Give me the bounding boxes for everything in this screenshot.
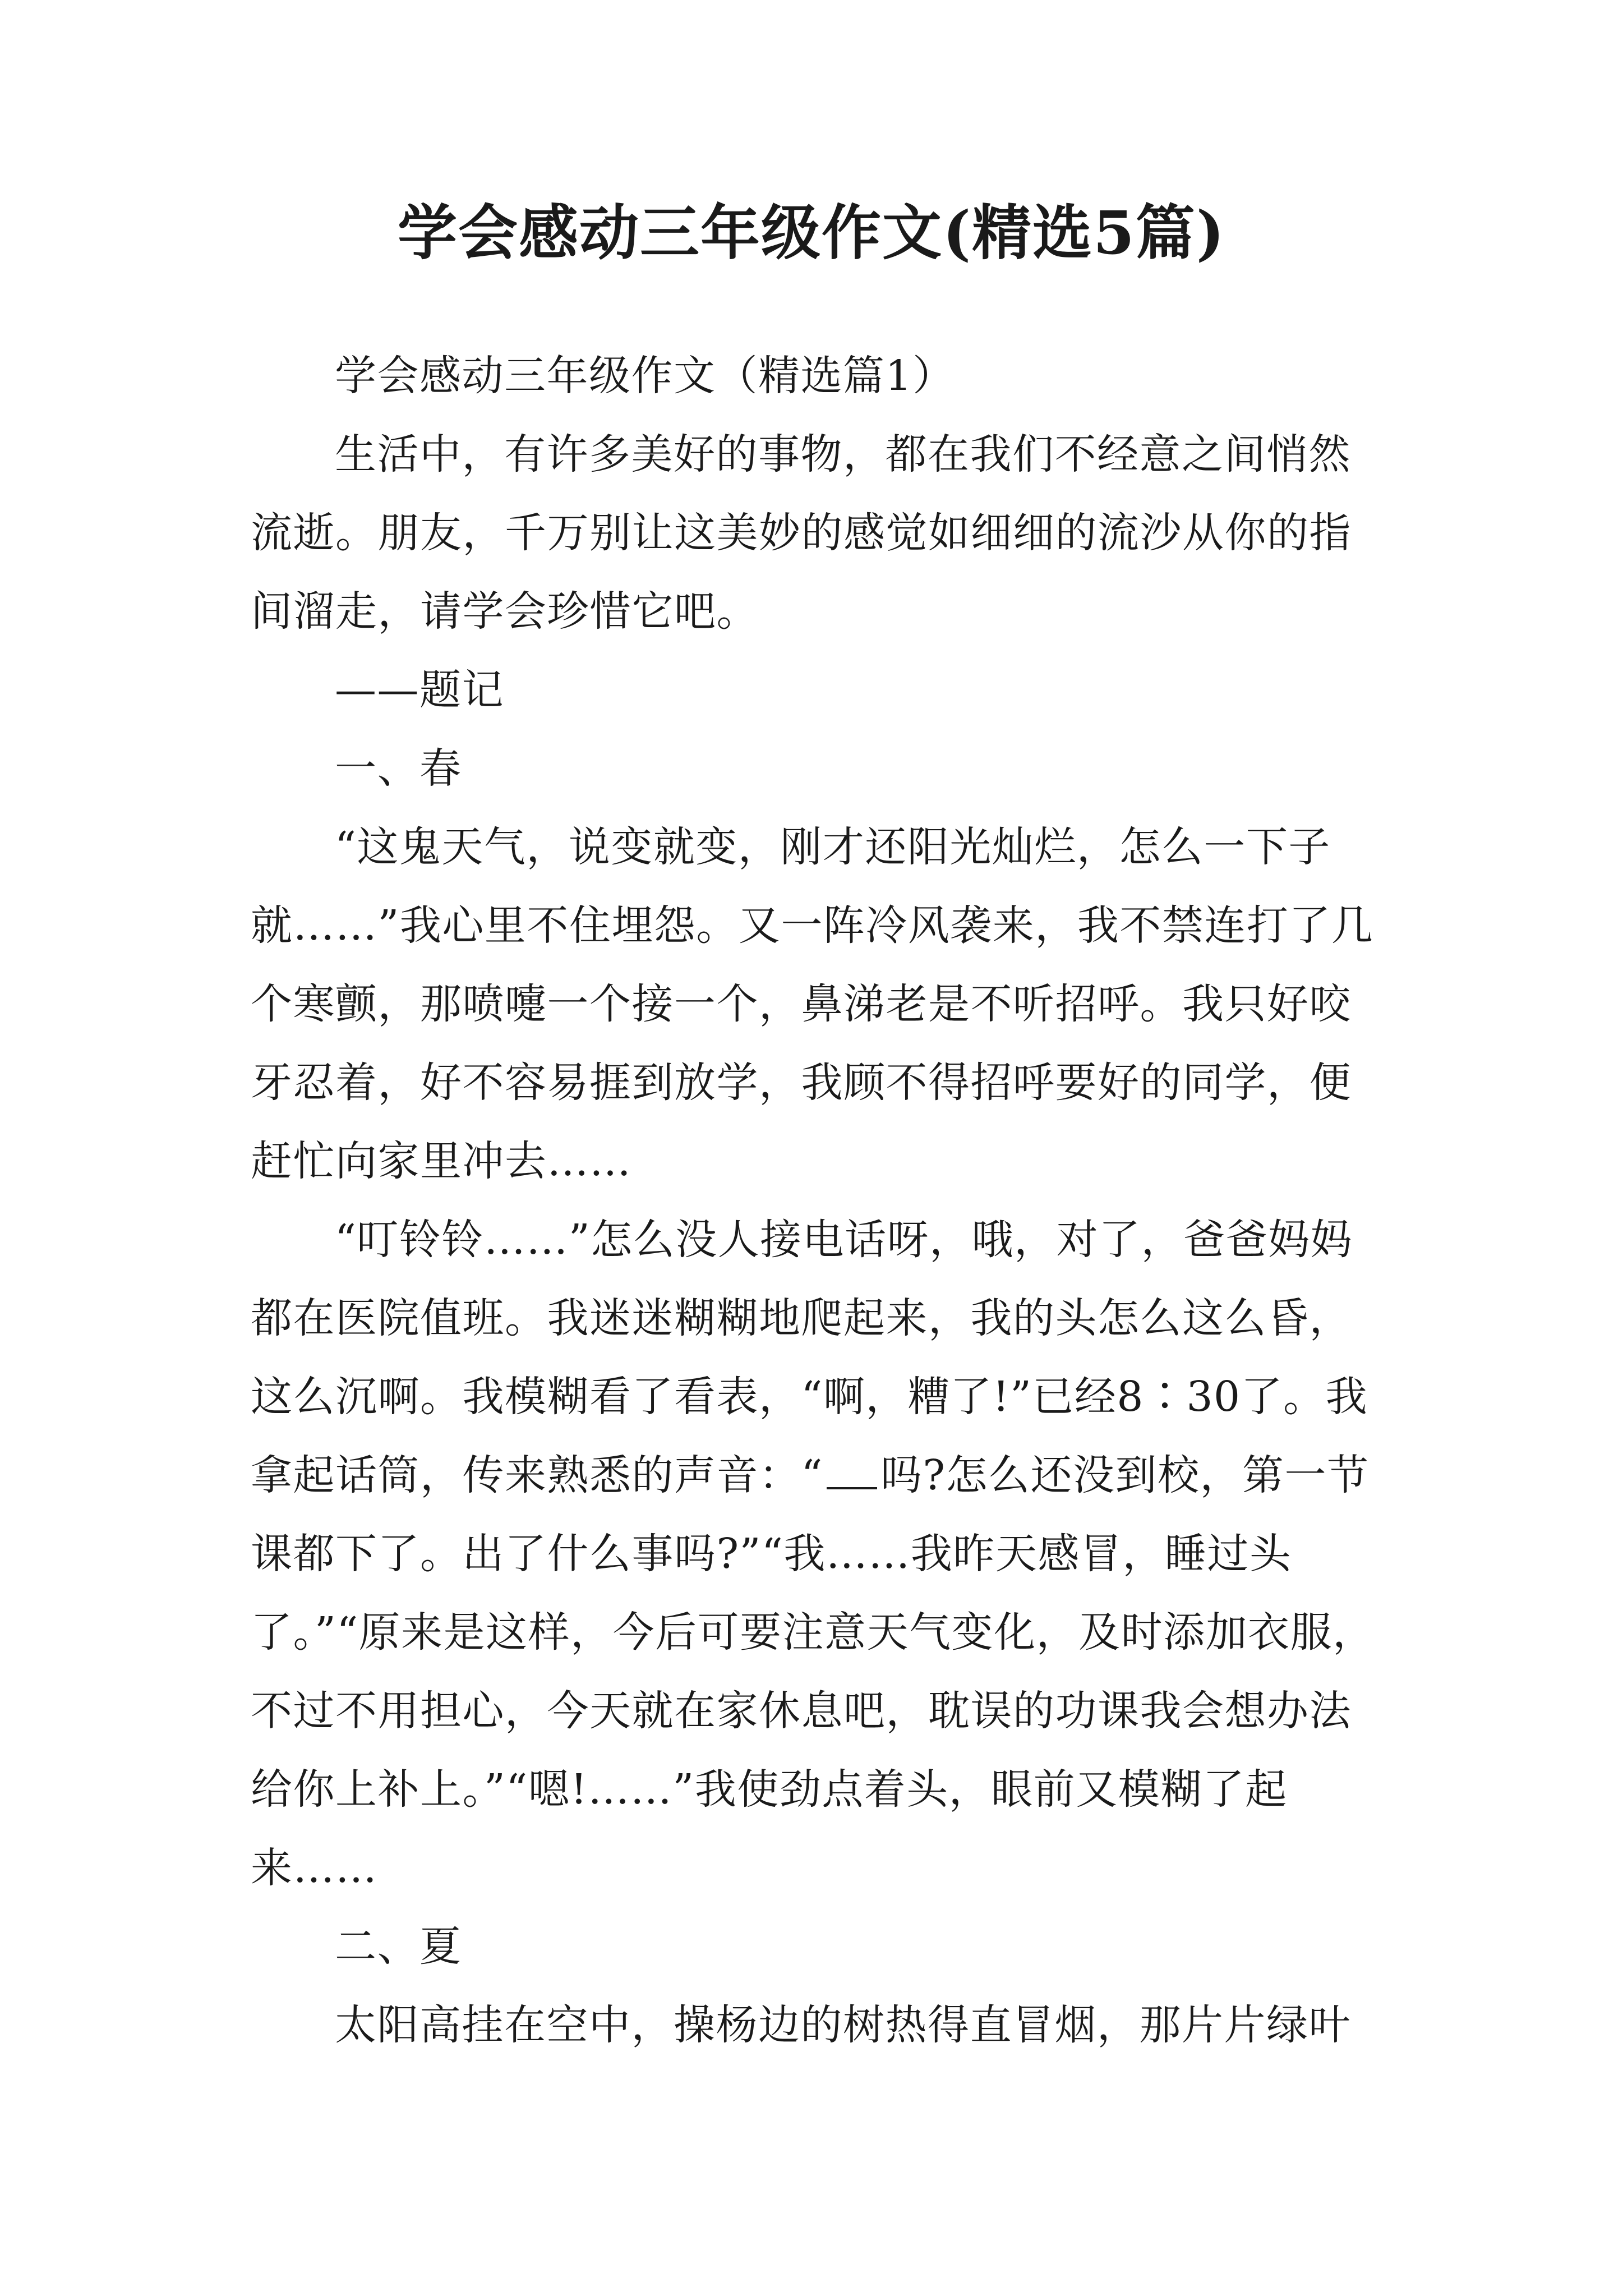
paragraph-spring-heading: 一、春 <box>335 744 462 793</box>
document-body <box>251 337 1384 2064</box>
paragraph-spring-2-part-a: “叮铃铃……”怎么没人接电话呀，哦，对了，爸爸妈妈都在医院值班。我迷迷糊糊地爬起来，我的头怎么这么昏，这么沉啊。我模糊看了看表，“啊，糟了!”已经8∶30了。我拿起话筒，传来熟悉的声音：“ <box>251 1216 1368 1499</box>
paragraph-spring-1: “这鬼天气，说变就变，刚才还阳光灿烂，怎么一下子就……”我心里不住埋怨。又一阵冷风袭来，我不禁连打了几个寒颤，那喷嚏一个接一个，鼻涕老是不听招呼。我只好咬牙忍着，好不容易捱到放学，我顾不得招呼要好的同学，便赶忙向家里冲去…… <box>251 823 1374 1185</box>
paragraph-epigraph-label: ——题记 <box>335 666 504 714</box>
fill-in-blank <box>827 1453 877 1489</box>
document-title: 学会感动三年级作文(精选5篇) <box>397 197 1226 268</box>
paragraph-intro: 生活中，有许多美好的事物，都在我们不经意之间悄然流逝。朋友，千万别让这美妙的感觉如细细的流沙从你的指间溜走，请学会珍惜它吧。 <box>251 430 1352 636</box>
paragraph-spring-2-part-b: 吗?怎么还没到校，第一节课都下了。出了什么事吗?”“我……我昨天感冒，睡过头了。”“原来是这样，今后可要注意天气变化，及时添加衣服，不过不用担心，今天就在家休息吧，耽误的功课我会想办法给你上补上。”“嗯!……”我使劲点着头，眼前又模糊了起来…… <box>251 1451 1375 1892</box>
paragraph-summer-1: 太阳高挂在空中，操杨边的树热得直冒烟，那片片绿叶 <box>335 2001 1351 2049</box>
section-heading: 学会感动三年级作文（精选篇1） <box>335 352 955 400</box>
paragraph-summer-heading: 二、夏 <box>335 1922 462 1971</box>
paragraph-spring-2 <box>251 1200 1384 1907</box>
